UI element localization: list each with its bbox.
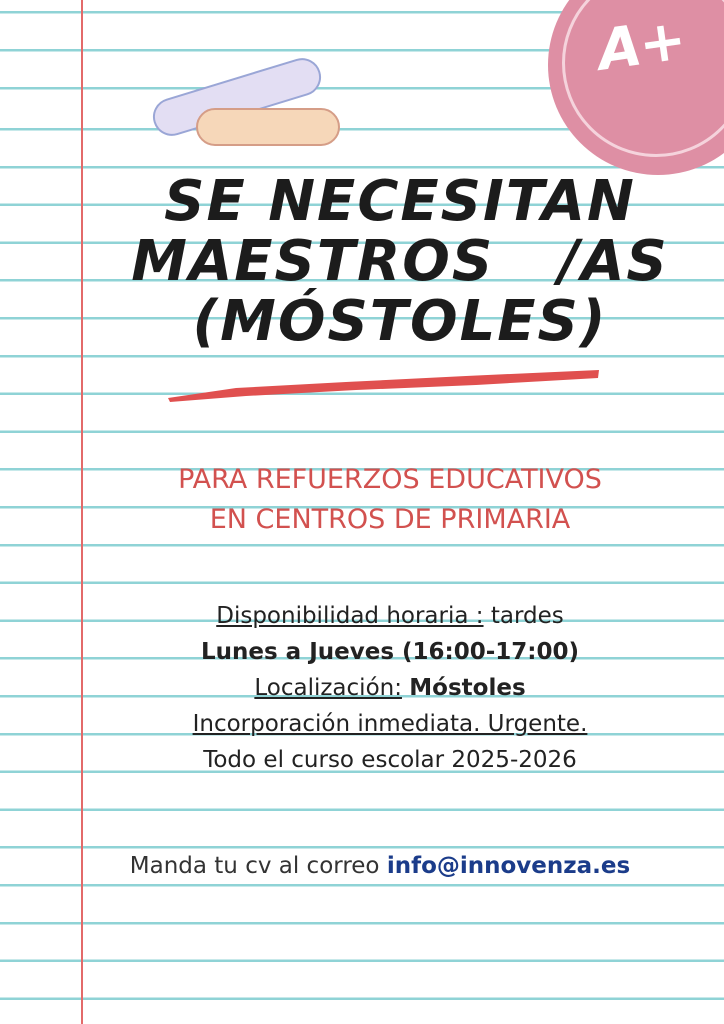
schedule-row bbox=[90, 634, 690, 670]
course-row bbox=[90, 742, 690, 778]
headline-line-2: MAESTROS /AS bbox=[131, 229, 669, 294]
location-label: Localización: bbox=[254, 675, 402, 701]
location-row bbox=[90, 670, 690, 706]
contact-prefix: Manda tu cv al correo bbox=[129, 853, 380, 879]
availability-label: Disponibilidad horaria : bbox=[216, 603, 484, 629]
subtitle-line-1: PARA REFUERZOS EDUCATIVOS bbox=[178, 464, 602, 495]
subtitle-line-2: EN CENTROS DE PRIMARIA bbox=[209, 504, 571, 535]
start-value: Incorporación inmediata. Urgente. bbox=[192, 711, 588, 737]
schedule-value: Lunes a Jueves (16:00-17:00) bbox=[200, 639, 580, 665]
course-value: Todo el curso escolar 2025-2026 bbox=[203, 747, 577, 773]
headline-line-3: (MÓSTOLES) bbox=[192, 289, 608, 354]
availability-row bbox=[90, 598, 690, 634]
start-row bbox=[90, 706, 690, 742]
contact-line bbox=[100, 853, 660, 879]
location-value: Móstoles bbox=[409, 675, 526, 701]
headline-line-1: SE NECESITAN bbox=[164, 169, 636, 234]
brush-underline bbox=[166, 368, 601, 402]
availability-value: tardes bbox=[490, 603, 564, 629]
subtitle bbox=[90, 460, 690, 540]
job-details bbox=[90, 598, 690, 778]
grade-badge bbox=[548, 0, 724, 175]
chalk-orange-icon bbox=[196, 108, 340, 146]
grade-badge-text: A+ bbox=[593, 7, 689, 84]
contact-email-link[interactable]: info@innovenza.es bbox=[386, 853, 631, 879]
headline bbox=[120, 169, 680, 354]
